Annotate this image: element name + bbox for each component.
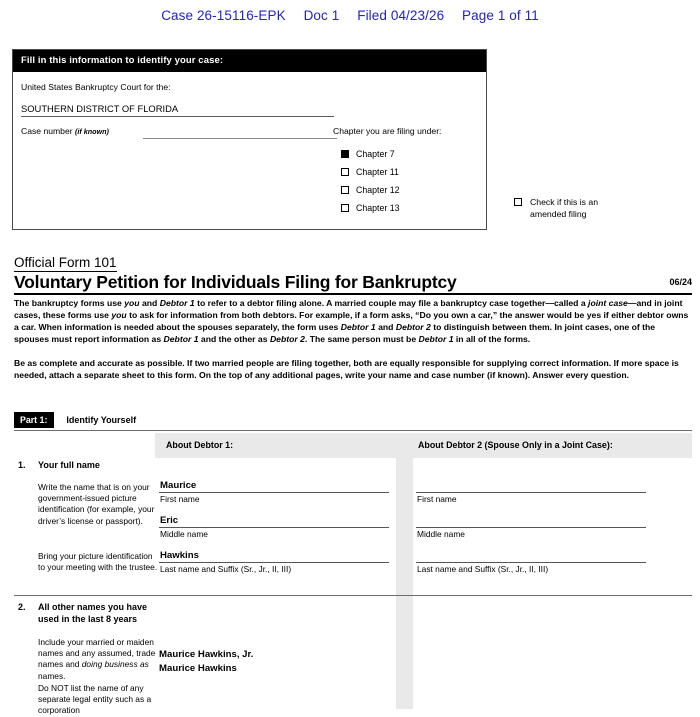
case-number-hint: (if known) [74,127,109,136]
chapter-11-checkbox-icon[interactable] [341,168,349,176]
chapter-12-label: Chapter 12 [356,185,400,195]
ecf-stamp-header [0,8,700,23]
question-2-row [14,598,692,716]
case-box-title: Fill in this information to identify your case: [13,50,486,72]
debtor1-middle-name-value[interactable]: Eric [159,515,389,528]
amended-filing-label-line1: Check if this is an [530,197,599,207]
chapter-12-checkbox-icon[interactable] [341,186,349,194]
ecf-page-number: Page 1 of 11 [462,8,539,23]
amended-filing-label [530,197,598,220]
chapter-11-option[interactable] [341,167,399,177]
question-2-help-2: Do NOT list the name of any separate legal entity such as a corporation [38,683,152,716]
part-1-banner [14,412,692,428]
debtor2-last-name-caption: Last name and Suffix (Sr., Jr., II, III) [417,564,549,574]
chapter-heading: Chapter you are filing under: [333,126,442,136]
debtor2-middle-name-field[interactable] [416,515,646,539]
chapter-13-label: Chapter 13 [356,203,400,213]
debtor2-first-name-caption: First name [417,494,457,504]
question-1-help-2: Bring your picture identification to your meeting with the trustee. [38,551,158,573]
debtor2-first-name-value[interactable] [416,480,646,493]
debtor-1-column-header: About Debtor 1: [166,440,234,450]
chapter-13-option[interactable] [341,203,400,213]
debtor1-other-names-value[interactable]: Maurice Hawkins, Jr. Maurice Hawkins [159,649,254,674]
part-1-divider [14,430,692,431]
debtor1-last-name-value[interactable]: Hawkins [159,550,389,563]
case-identification-box [12,49,487,230]
intro-paragraph-2: Be as complete and accurate as possible. If two married people are filing together, both are equally responsible for supplying correct information. If more space is needed, attach a separate sheet to this form. On the top of any additional pages, write your name and case number (if known). Answer every question. [14,358,679,380]
debtor1-last-name-field[interactable] [159,550,389,574]
chapter-7-label: Chapter 7 [356,149,395,159]
debtor2-middle-name-value[interactable] [416,515,646,528]
question-2-number: 2. [18,602,26,612]
chapter-12-option[interactable] [341,185,400,195]
debtor2-last-name-field[interactable] [416,550,646,574]
question-1-number: 1. [18,460,26,470]
amended-filing-option[interactable] [514,197,598,220]
column-divider-strip-top [396,433,413,458]
amended-filing-checkbox-icon[interactable] [514,198,522,206]
part-1-name: Identify Yourself [66,415,137,425]
case-number-label [21,126,109,136]
question-1-help-1: Write the name that is on your government-issued picture identification (for example, your driver’s license or passport). [38,482,155,526]
title-divider [14,293,692,295]
debtor1-middle-name-field[interactable] [159,515,389,539]
question-1-row [14,458,692,596]
part-1-tag: Part 1: [14,412,54,428]
ecf-doc-number: Doc 1 [303,8,340,23]
debtor2-last-name-value[interactable] [416,550,646,563]
debtor2-middle-name-caption: Middle name [417,529,465,539]
intro-paragraph-1: The bankruptcy forms use you and Debtor 1 to refer to a debtor filing alone. A married couple may file a bankruptcy case together—called a joint case—and in joint cases, these forms use you to ask for information from both debtors. For example, if a form asks, “Do you own a car,” the answer would be yes if either debtor owns a car. When information is needed about the spouses separately, the form uses Debtor 1 and Debtor 2 to distinguish between them. In joint cases, one of the spouses must report information as Debtor 1 and the other as Debtor 2. The same person must be Debtor 1 in all of the forms. [14,298,689,344]
debtor1-first-name-caption: First name [160,494,200,504]
chapter-11-label: Chapter 11 [356,167,399,177]
ecf-filed-date: Filed 04/23/26 [357,8,445,23]
debtor1-first-name-field[interactable] [159,480,389,504]
debtor2-first-name-field[interactable] [416,480,646,504]
court-label: United States Bankruptcy Court for the: [21,82,171,92]
debtor1-middle-name-caption: Middle name [160,529,208,539]
debtor1-first-name-value[interactable]: Maurice [159,480,389,493]
page-title: Voluntary Petition for Individuals Filing for Bankruptcy [14,272,457,292]
question-2-help-1: Include your married or maiden names and any assumed, trade names and doing business as names. [38,637,156,681]
question-1-heading: Your full name [38,460,100,470]
debtor1-last-name-caption: Last name and Suffix (Sr., Jr., II, III) [160,564,292,574]
case-number-input[interactable] [143,138,337,139]
court-value-field[interactable]: SOUTHERN DISTRICT OF FLORIDA [21,103,334,117]
chapter-13-checkbox-icon[interactable] [341,204,349,212]
form-revision-date: 06/24 [669,277,692,287]
amended-filing-label-line2: amended filing [530,208,587,219]
debtor-2-column-header: About Debtor 2 (Spouse Only in a Joint Case): [418,440,613,450]
case-box-body [13,72,486,230]
debtor-columns-header [155,433,692,458]
question-2-heading: All other names you have used in the last 8 years [38,602,148,624]
case-number-label-text: Case number [21,126,73,136]
ecf-case-number: Case 26-15116-EPK [161,8,286,23]
chapter-7-option[interactable] [341,149,395,159]
official-form-number: Official Form 101 [14,255,117,270]
question-divider [14,595,692,596]
chapter-7-checkbox-icon[interactable] [341,150,349,158]
